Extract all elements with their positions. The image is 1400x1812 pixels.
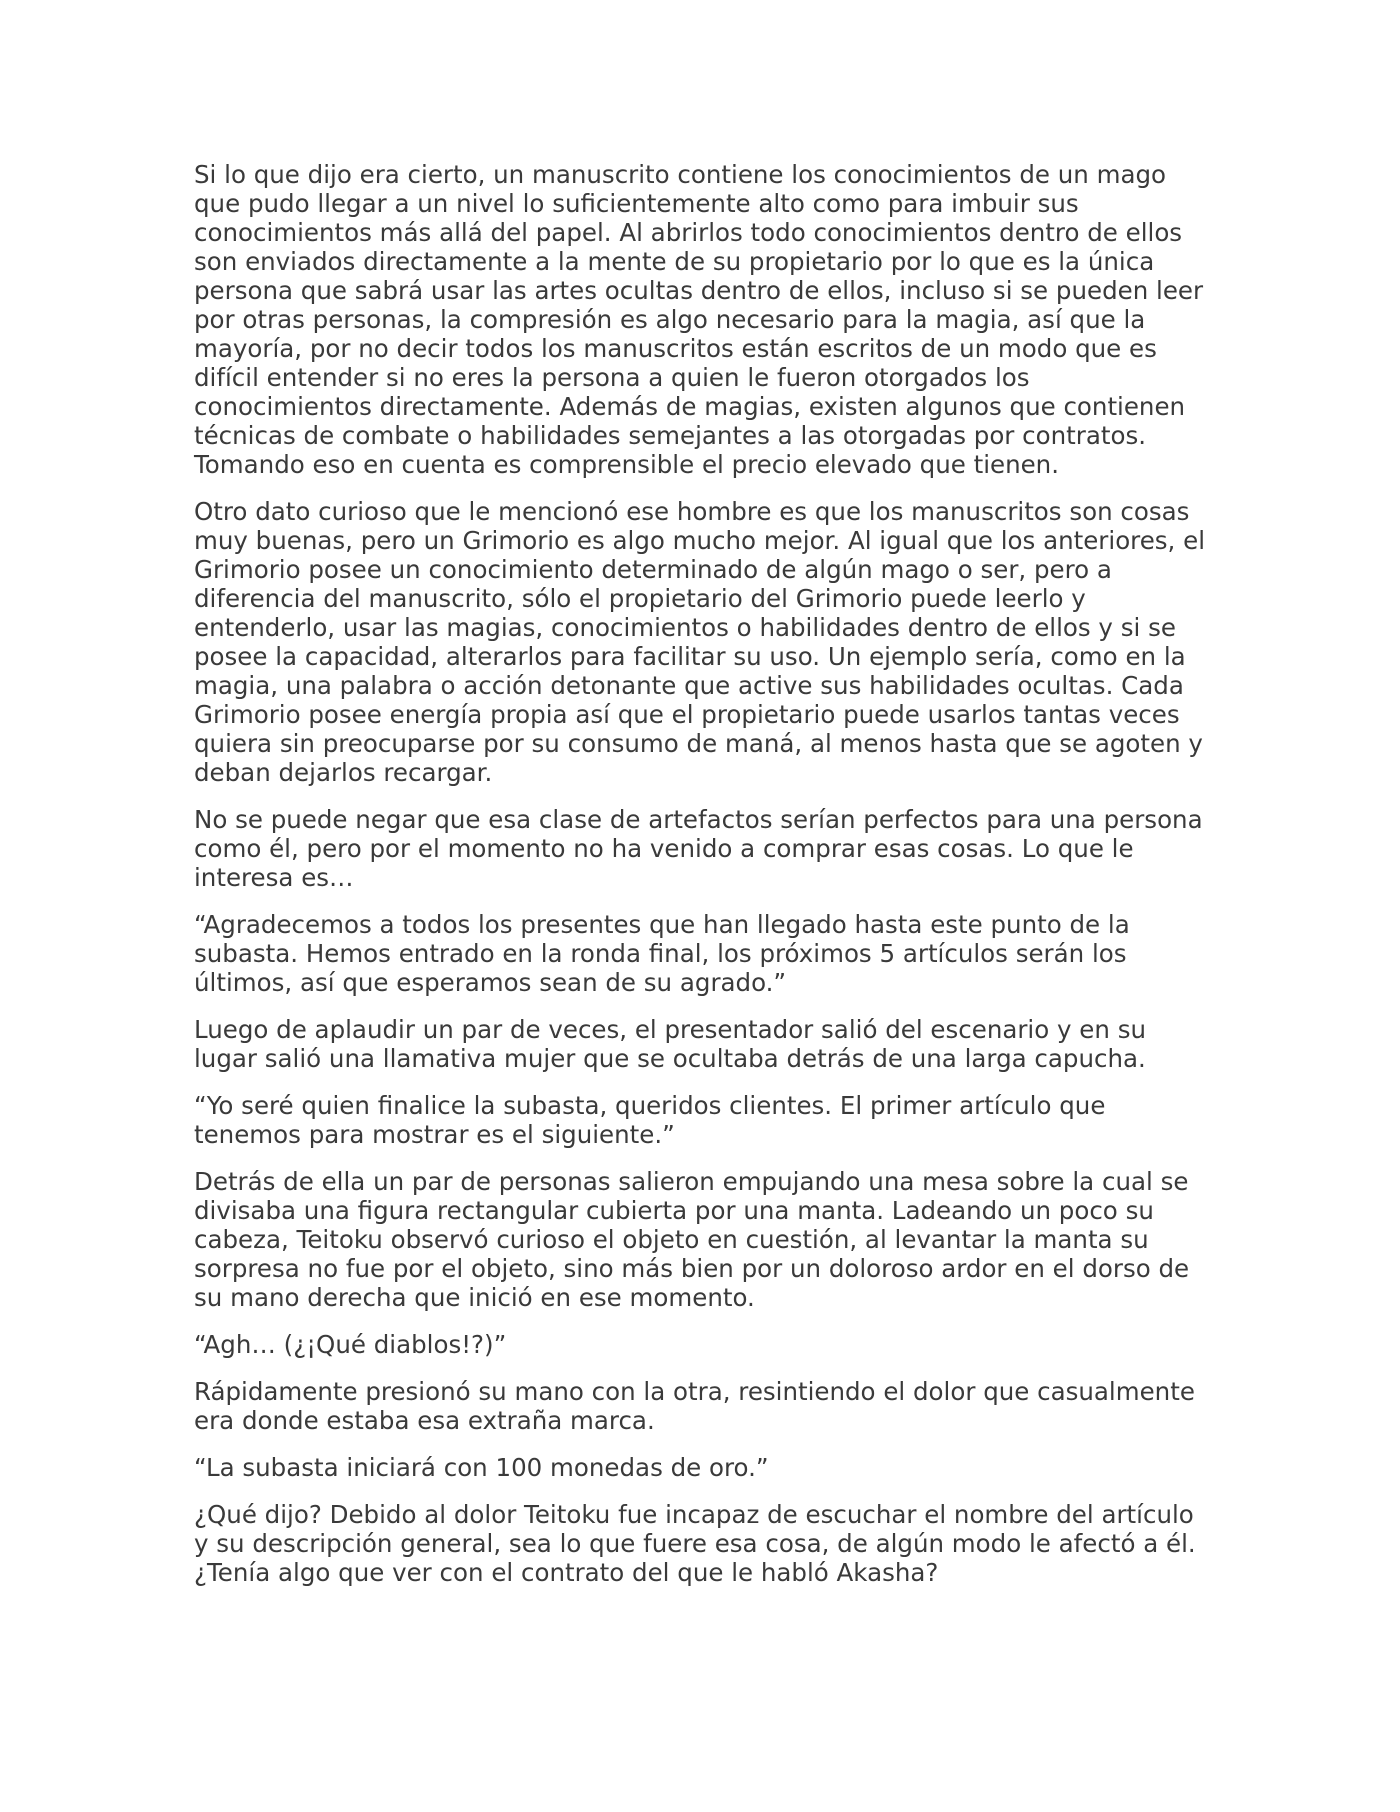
- paragraph-3: No se puede negar que esa clase de artefactos serían perfectos para una persona como él, pero por el momento no ha venido a comprar esas cosas. Lo que le interesa es…: [194, 805, 1203, 892]
- paragraph-8: “Agh… (¿¡Qué diablos!?)”: [194, 1330, 507, 1359]
- body-text: [194, 160, 1214, 1605]
- paragraph-1: Si lo que dijo era cierto, un manuscrito contiene los conocimientos de un mago que pudo llegar a un nivel lo suficientemente alto como para imbuir sus conocimientos más allá del papel. Al abrirlos todo conocimientos dentro de ellos son enviados directamente a la mente de su propietario por lo que es la única persona que sabrá usar las artes ocultas dentro de ellos, incluso si se pueden leer por otras personas, la compresión es algo necesario para la magia, así que la mayoría, por no decir todos los manuscritos están escritos de un modo que es difícil entender si no eres la persona a quien le fueron otorgados los conocimientos directamente. Además de magias, existen algunos que contienen técnicas de combate o habilidades semejantes a las otorgadas por contratos. Tomando eso en cuenta es comprensible el precio elevado que tienen.: [194, 160, 1204, 479]
- paragraph-9: Rápidamente presionó su mano con la otra, resintiendo el dolor que casualmente era donde estaba esa extraña marca.: [194, 1377, 1195, 1435]
- paragraph-11: ¿Qué dijo? Debido al dolor Teitoku fue incapaz de escuchar el nombre del artículo y su descripción general, sea lo que fuere esa cosa, de algún modo le afectó a él. ¿Tenía algo que ver con el contrato del que le habló Akasha?: [194, 1500, 1196, 1587]
- paragraph-10: “La subasta iniciará con 100 monedas de oro.”: [194, 1453, 769, 1482]
- paragraph-5: Luego de aplaudir un par de veces, el presentador salió del escenario y en su lugar salió una llamativa mujer que se ocultaba detrás de una larga capucha.: [194, 1015, 1146, 1073]
- paragraph-4: “Agradecemos a todos los presentes que han llegado hasta este punto de la subasta. Hemos entrado en la ronda final, los próximos 5 artículos serán los últimos, así que esperamos sean de su agrado.”: [194, 910, 1130, 997]
- paragraph-7: Detrás de ella un par de personas salieron empujando una mesa sobre la cual se divisaba una figura rectangular cubierta por una manta. Ladeando un poco su cabeza, Teitoku observó curioso el objeto en cuestión, al levantar la manta su sorpresa no fue por el objeto, sino más bien por un doloroso ardor en el dorso de su mano derecha que inició en ese momento.: [194, 1167, 1190, 1312]
- paragraph-2: Otro dato curioso que le mencionó ese hombre es que los manuscritos son cosas muy buenas, pero un Grimorio es algo mucho mejor. Al igual que los anteriores, el Grimorio posee un conocimiento determinado de algún mago o ser, pero a diferencia del manuscrito, sólo el propietario del Grimorio puede leerlo y entenderlo, usar las magias, conocimientos o habilidades dentro de ellos y si se posee la capacidad, alterarlos para facilitar su uso. Un ejemplo sería, como en la magia, una palabra o acción detonante que active sus habilidades ocultas. Cada Grimorio posee energía propia así que el propietario puede usarlos tantas veces quiera sin preocuparse por su consumo de maná, al menos hasta que se agoten y deban dejarlos recargar.: [194, 497, 1206, 787]
- paragraph-6: “Yo seré quien finalice la subasta, queridos clientes. El primer artículo que tenemos para mostrar es el siguiente.”: [194, 1091, 1106, 1149]
